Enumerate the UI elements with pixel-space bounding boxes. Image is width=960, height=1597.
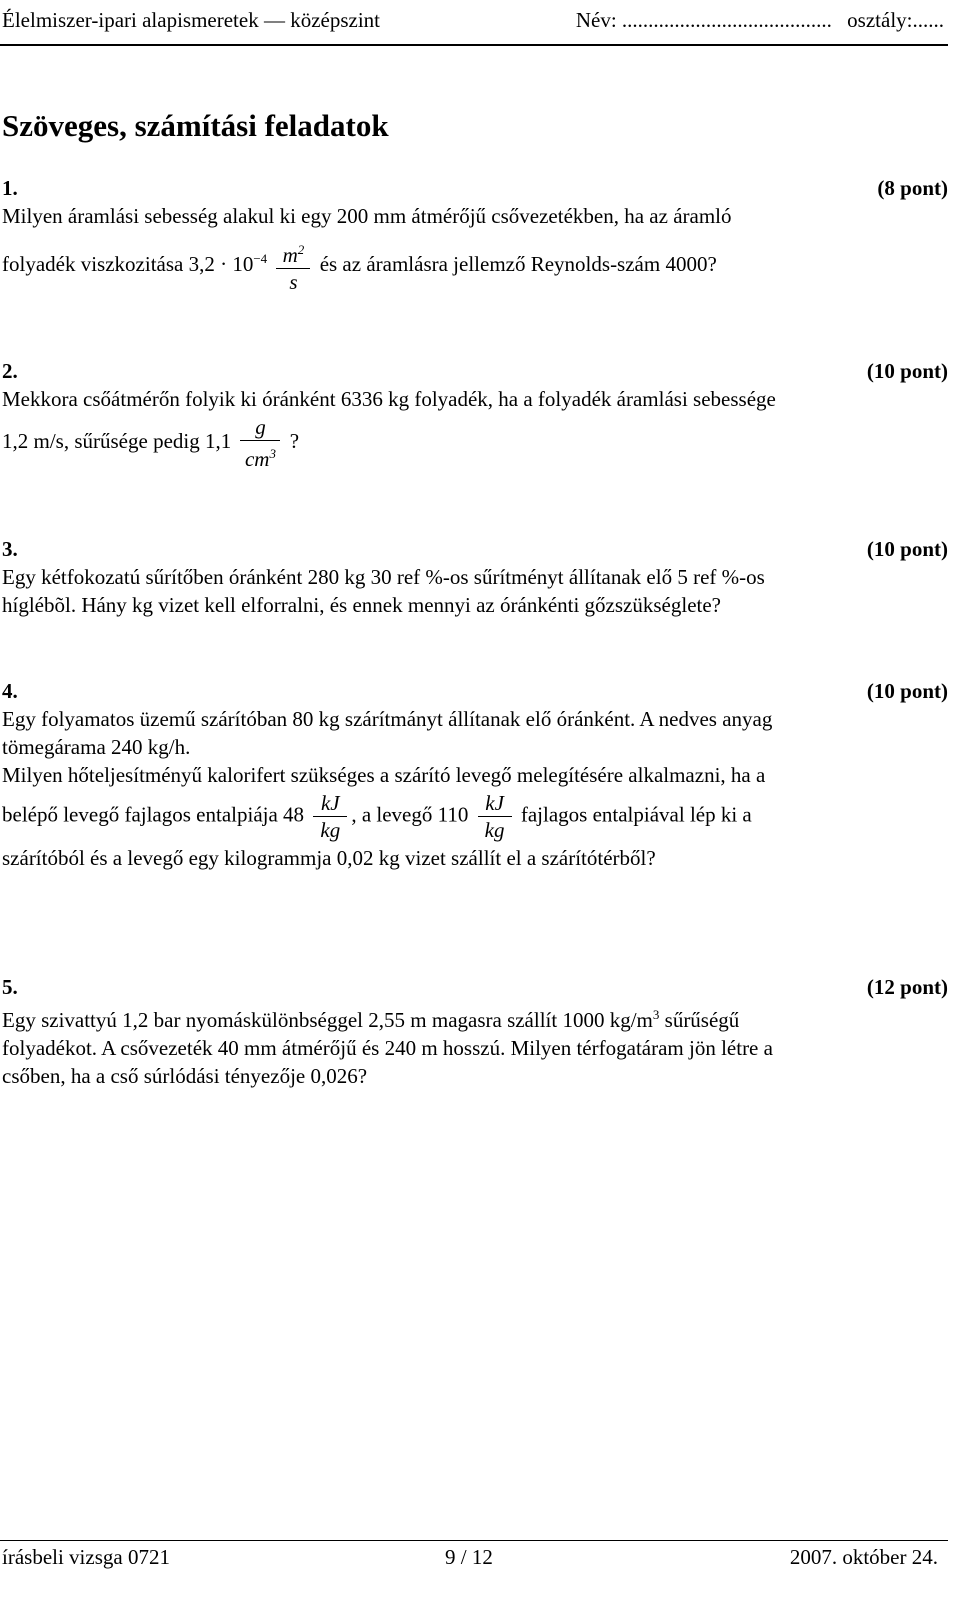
task-2 <box>2 357 948 471</box>
task-1 <box>2 174 948 294</box>
task-number: 3. <box>2 537 18 561</box>
task-2-heading <box>2 357 948 385</box>
exponent: −4 <box>253 250 268 266</box>
task-4-line-2: tömegárama 240 kg/h. <box>2 735 191 759</box>
task-5-line-1: Egy szivattyú 1,2 bar nyomáskülönbséggel 2,55 m magasra szállít 1000 $kg/m^3$ sűrűségű <box>2 1007 740 1032</box>
task-4-line-1: Egy folyamatos üzemű szárítóban 80 kg szárítmányt állítanak elő óránként. A nedves anyag <box>2 707 773 731</box>
task-2-line-2: 1,2 m/s, sűrűsége pedig 1,1 $\frac{g}{cm^3}$ ? <box>2 415 300 471</box>
section-title: Szöveges, számítási feladatok <box>2 108 389 143</box>
footer-page-number: 9 / 12 <box>445 1545 493 1569</box>
task-4-line-5: szárítóból és a levegő egy kilogrammja 0,02 kg vizet szállít el a szárítótérből? <box>2 846 656 870</box>
page-header <box>0 4 960 44</box>
unit-fraction: $\frac{m^2}{s}$ <box>276 238 310 294</box>
task-5 <box>2 973 948 1090</box>
unit-fraction: $\frac{kJ}{kg}$ <box>478 791 512 842</box>
task-points: (10 pont) <box>866 359 948 383</box>
task-1-line-2: folyadék viszkozitása $3,2 \cdot 10^{-4}$ $\frac{m^2}{s}$ és az áramlásra jellemző Reynolds-szám 4000? <box>2 238 948 294</box>
task-4-line-3: Milyen hőteljesítményű kalorifert szükséges a szárító levegő melegítésére alkalmazni, ha a <box>2 763 766 787</box>
task-points: (10 pont) <box>866 537 948 561</box>
task-3-line-2: híglébõl. Hány kg vizet kell elforralni, és ennek mennyi az óránkénti gőzszükséglete? <box>2 593 721 617</box>
task-3-heading <box>2 535 948 563</box>
footer-date: 2007. október 24. <box>789 1545 938 1569</box>
task-points: (12 pont) <box>866 975 948 999</box>
task-number: 5. <box>2 975 18 999</box>
header-divider <box>0 44 948 46</box>
task-5-line-3: csőben, ha a cső súrlódási tényezője 0,026? <box>2 1064 368 1088</box>
header-title: Élelmiszer-ipari alapismeretek — középszint <box>2 8 381 32</box>
footer-divider <box>0 1540 948 1541</box>
task-number: 2. <box>2 359 18 383</box>
task-3-line-1: Egy kétfokozatú sűrítőben óránként 280 kg 30 ref %-os sűrítményt állítanak elő 5 ref %-os <box>2 565 765 589</box>
unit-fraction: $\frac{kJ}{kg}$ <box>313 791 347 842</box>
unit-fraction: $\frac{g}{cm^3}$ <box>240 415 280 471</box>
header-fields <box>576 8 944 33</box>
task-4-heading <box>2 677 948 705</box>
task-4-line-4: belépő levegő fajlagos entalpiája 48 $\frac{kJ}{kg}$ , a levegő 110 $\frac{kJ}{kg}$ fajlagos entalpiával lép ki a <box>2 791 752 842</box>
task-points: (10 pont) <box>866 679 948 703</box>
task-5-heading <box>2 973 948 1001</box>
task-1-line-1: Milyen áramlási sebesség alakul ki egy 200 mm átmérőjű csővezetékben, ha az áramló <box>2 204 732 228</box>
task-number: 4. <box>2 679 18 703</box>
task-2-line-1: Mekkora csőátmérőn folyik ki óránként 6336 kg folyadék, ha a folyadék áramlási sebessége <box>2 387 776 411</box>
task-points: (8 pont) <box>877 176 948 200</box>
task-3 <box>2 535 948 619</box>
task-number: 1. <box>2 176 18 200</box>
task-4 <box>2 677 948 872</box>
name-field-label: Név: ........................................ <box>575 8 832 32</box>
task-1-heading <box>2 174 948 202</box>
class-field-label: osztály:...... <box>847 8 944 32</box>
footer-exam-code: írásbeli vizsga 0721 <box>2 1545 170 1569</box>
task-5-line-2: folyadékot. A csővezeték 40 mm átmérőjű és 240 m hosszú. Milyen térfogatáram jön létre a <box>2 1036 773 1060</box>
